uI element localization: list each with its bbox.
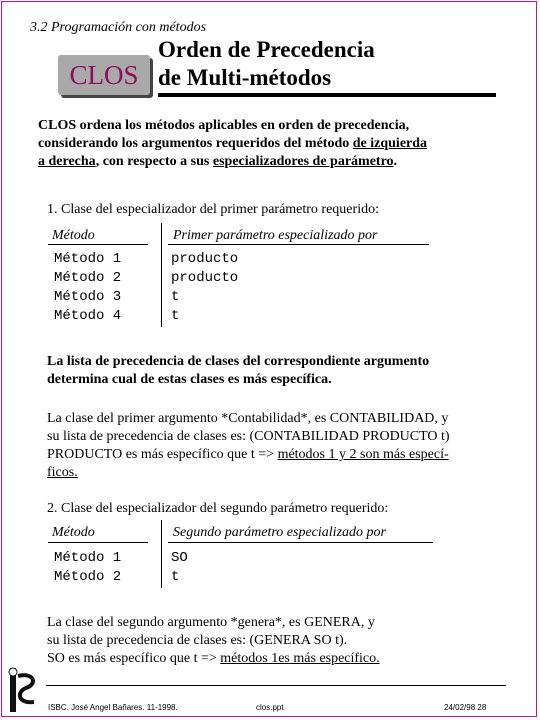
explain1-line-1: La clase del primer argumento *Contabilidad*, es CONTABILIDAD, y [47, 411, 449, 426]
table1-header-rule-left [48, 244, 148, 245]
intro-underlined-2: a derecha [38, 154, 96, 169]
table-cell: SO [171, 550, 188, 566]
explain2-line-1: La clase del segundo argumento *genera*, es GENERA, y [47, 615, 375, 630]
explain1-underlined: métodos 1 y 2 son más especí- [277, 447, 449, 462]
intro-paragraph [38, 117, 508, 171]
intro-text-5: . [393, 154, 398, 169]
table1-header-param: Primer parámetro especializado por [173, 228, 378, 243]
criterion-2: 2. Clase del especializador del segundo parámetro requerido: [47, 501, 389, 516]
intro-underlined-1: de izquierda [352, 136, 428, 151]
explanation-2 [47, 614, 517, 668]
table1-col-method [54, 250, 121, 326]
footer-filename: clos.ppt [256, 703, 284, 712]
explain2-line-3: SO es más específico que t => [47, 651, 221, 666]
table1-header-method: Método [52, 228, 95, 243]
table-row: Método 1 [54, 251, 122, 267]
table2-col-param [171, 549, 188, 587]
title-line-1: Orden de Precedencia [158, 37, 375, 62]
precedence-note [47, 353, 429, 389]
table2-header-param: Segundo parámetro especializado por [173, 525, 386, 540]
table-row: Método 4 [54, 308, 122, 324]
intro-text-3: considerando los argumentos requeridos del método [38, 136, 353, 151]
explain2-line-2: su lista de precedencia de clases es: (GENERA SO t). [47, 633, 348, 648]
title-line-2: de Multi-métodos [158, 65, 332, 90]
table-row: Método 3 [54, 289, 122, 305]
table-row: Método 1 [54, 550, 122, 566]
section-label: 3.2 Programación con métodos [30, 20, 207, 35]
table-cell: t [171, 289, 180, 305]
clos-logo-box [58, 55, 150, 95]
table2-header-method: Método [52, 525, 95, 540]
table-cell: t [171, 308, 180, 324]
explanation-1 [47, 410, 517, 482]
table-row: Método 2 [54, 270, 122, 286]
intro-text-1: CLOS ordena los métodos aplicables [38, 118, 261, 133]
university-logo-icon [4, 666, 44, 714]
footer-author: ISBC. José Angel Bañares. 11-1998. [48, 703, 178, 712]
intro-text-4: , con respecto a sus [95, 154, 213, 169]
table-cell: producto [171, 270, 239, 286]
intro-underlined-3: especializadores de parámetro [212, 154, 394, 169]
note-line-1: La lista de precedencia de clases del correspondiente argumento [47, 354, 430, 369]
table1-column-divider [161, 223, 162, 327]
table2-header-rule-right [168, 542, 433, 543]
table-row: Método 2 [54, 569, 122, 585]
title-underline [158, 93, 496, 97]
explain2-underlined: métodos 1es más específico. [220, 651, 380, 666]
table-cell: producto [171, 251, 239, 267]
explain1-line-3: PRODUCTO es más específico que t => [47, 447, 278, 462]
table1-header-rule-right [168, 244, 429, 245]
table-cell: t [171, 569, 180, 585]
clos-logo-text: CLOS [69, 59, 139, 90]
table2-header-rule-left [48, 542, 148, 543]
footer-rule [46, 685, 506, 686]
footer-date-page: 24/02/98 28 [444, 703, 487, 712]
table1-col-param [171, 250, 238, 326]
explain1-underlined-2: ficos. [47, 465, 78, 480]
page-title [158, 36, 375, 92]
table2-column-divider [161, 520, 162, 588]
explain1-line-2: su lista de precedencia de clases es: (CONTABILIDAD PRODUCTO t) [47, 429, 450, 444]
table2-col-method [54, 549, 121, 587]
note-line-2: determina cual de estas clases es más específica. [47, 372, 332, 387]
intro-text-2: en orden de precedencia, [260, 118, 410, 133]
criterion-1: 1. Clase del especializador del primer parámetro requerido: [47, 202, 379, 217]
